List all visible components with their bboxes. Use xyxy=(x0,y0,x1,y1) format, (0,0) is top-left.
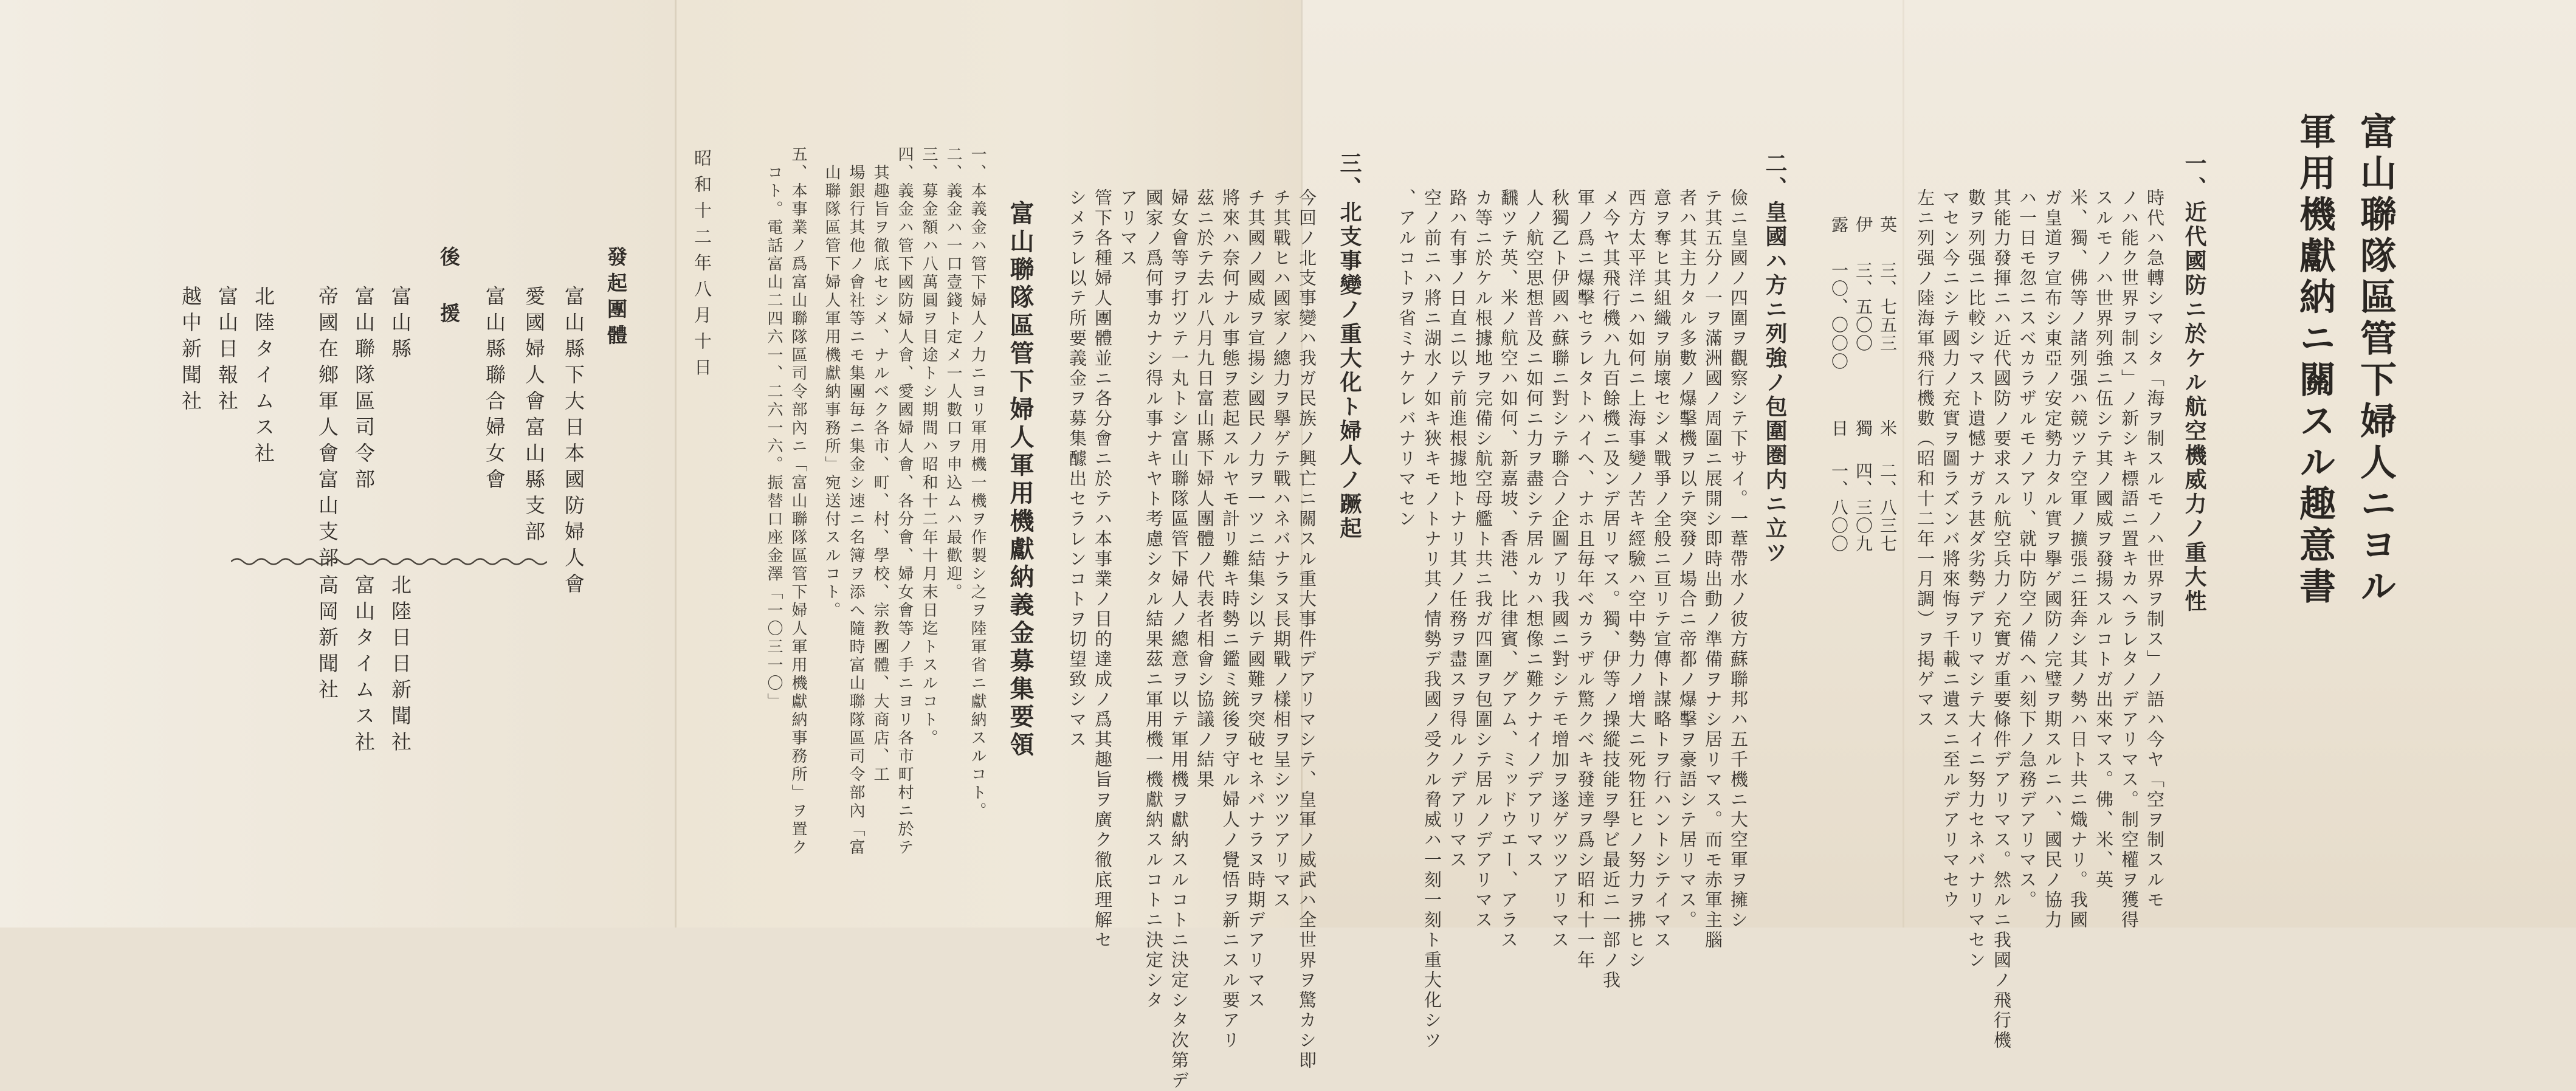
supporter-organization: 帝國在鄉軍人會富山支部 xyxy=(315,286,339,573)
section-2-line: 秋獨乙ト伊國ハ蘇聯ニ對シテ聯合ノ企圖アリ我國ニ對シテモ增加ヲ遂ゲツツアリマス xyxy=(1549,188,1570,951)
outline-item: 五、本事業ノ爲富山聯隊區司令部內ニ「富山聯隊區管下婦人軍用機獻納事務所」ヲ置ク xyxy=(789,146,807,857)
fold-line xyxy=(675,0,677,928)
outline-title: 富山聯隊區管下婦人軍用機獻納義金募集要領 xyxy=(1006,201,1035,760)
outline-item: 二、義金ハ一口壹錢ト定メ一人數口ヲ申込ムハ最歡迎。 xyxy=(944,146,962,602)
promoters-heading: 發起團體 xyxy=(604,246,628,351)
aircraft-count: 二、八三七 xyxy=(1878,462,1898,553)
wavy-divider-line xyxy=(231,556,547,567)
section-2-line: 者ハ其主力タル多數ノ爆擊機ヲ以テ突發ノ場合ニ帝都ノ爆擊ヲ豪語シテ居リマス。 xyxy=(1677,188,1698,931)
section-1-heading: 一、近代國防ニ於ケル航空機威力ノ重大性 xyxy=(2182,152,2207,614)
section-3-line: 今回ノ北支事變ハ我ガ民族ノ興亡ニ關スル重大事件デアリマシテ、皇軍ノ威武ハ全世界ヲ驚カシ即 xyxy=(1297,188,1317,1071)
outline-item: 四、義金ハ管下國防婦人會、愛國婦人會、各分會、婦女會等ノ手ニヨリ各市町村ニ於テ xyxy=(895,146,914,857)
section-3-line: 管下各種婦人團體並ニ各分會ニ於テハ本事業ノ目的達成ノ爲其趣旨ヲ廣ク徹底理解セ xyxy=(1092,188,1113,951)
section-3-line: 國家ノ爲何事カナシ得ル事ナキヤト考慮シタル結果茲ニ軍用機一機獻納スルコトニ決定シタ xyxy=(1143,188,1164,1011)
aircraft-country: 米 xyxy=(1878,419,1898,438)
section-1-line: 時代ハ急轉シマシタ「海ヲ制スルモノハ世界ヲ制ス」ノ語ハ今ヤ「空ヲ制スルモ xyxy=(2144,188,2165,910)
section-2-line: 人ノ航空思想普及ニ如何ニ力ヲ盡シテ居ルカハ想像ニ難クナイノデアリマス xyxy=(1524,188,1545,870)
supporter-organization: 北陸日日新聞社 xyxy=(388,574,412,757)
section-1-line: ノハ能ク世界ヲ制ス」ノ新シキ標語ニ置キカヘラレタノデアリマス。制空權ヲ獲得 xyxy=(2119,188,2140,931)
aircraft-country: 日 xyxy=(1829,419,1849,438)
aircraft-count: 一〇、〇〇〇 xyxy=(1829,261,1849,371)
section-3-heading: 三、北支事變ノ重大化ト婦人ノ蹶起 xyxy=(1337,152,1362,541)
section-1-line: スルモノハ世界列強ニ伍シテ其ノ國威ヲ發揚スルコトガ出來マス。佛、米、英 xyxy=(2093,188,2114,890)
aircraft-country: 伊 xyxy=(1853,216,1873,234)
section-2-line: 意ヲ奪ヒ其組織ヲ崩壞セシメ戰爭ノ全般ニ亘リテ宣傳ト謀略トヲ行ハントシテイマス xyxy=(1651,188,1672,951)
section-2-line: 飜ツテ英、米ノ航空ハ如何、新嘉坡、香港、比律賓、グアム、ミッドウエー、アラス xyxy=(1498,188,1519,951)
section-1-line: 左ニ列强ノ陸海軍飛行機數（昭和十二年一月調）ヲ掲ゲマス xyxy=(1915,188,1935,730)
section-3-line: 將來ハ奈何ナル事態ヲ惹起スルヤモ計リ難キ時勢ニ鑑ミ銃後ヲ守ル婦人ノ覺悟ヲ新ニスル要アリ xyxy=(1220,188,1241,1051)
aircraft-count: 四、三〇九 xyxy=(1853,462,1873,553)
section-2-line: 西方太平洋ニハ如何ニ上海事變ノ苦キ經驗ハ空中勢力ノ增大ニ死物狂ヒノ努力ヲ拂ヒシ xyxy=(1626,188,1647,971)
section-1-line: マセン今ニシテ國力ノ充實ヲ圖ラズンバ將來悔ヲ千載ニ遺スニ至ルデアリマセウ xyxy=(1940,188,1961,910)
document-title-line-2: 軍用機獻納ニ關スル趣意書 xyxy=(2293,112,2336,608)
outline-item: コト。電話富山二四六一、二六一六。振替口座金澤「一〇三一〇」 xyxy=(765,146,783,711)
outline-item: 一、本義金ハ管下婦人ノ力ニヨリ軍用機一機ヲ作製シ之ヲ陸軍省ニ獻納スルコト。 xyxy=(968,146,987,821)
outline-item: 三、募金額ハ八萬圓ヲ目途トシ期間ハ昭和十二年十月末日迄トスルコト。 xyxy=(920,146,938,748)
aircraft-country: 獨 xyxy=(1853,419,1873,438)
section-3-line: シメラレ以テ所要義金ヲ募集醵出セラレンコトヲ切望致シマス xyxy=(1067,188,1087,750)
aircraft-count: 三、七五三 xyxy=(1878,261,1898,353)
section-3-line: チ其戰ヒハ國家ノ總力ヲ擧ゲテ戰ハネバナラヌ長期戰ノ樣相ヲ呈シツツアリマス xyxy=(1271,188,1292,910)
section-3-line: アリマス xyxy=(1118,188,1138,269)
document-title-line-1: 富山聯隊區管下婦人ニヨル xyxy=(2354,112,2397,608)
section-2-line: カ等ニ於ケル根據地ヲ完備シ航空母艦ト共ニ我ガ四圍ヲ包圍シテ居ルノデアリマス xyxy=(1473,188,1493,931)
section-2-line: 、アルコトヲ省ミナケレバナリマセン xyxy=(1396,188,1417,529)
section-1-line: 米、獨、佛等ノ諸列强ハ競ツテ空軍ノ擴張ニ狂奔シ其ノ勢ハ日ト共ニ熾ナリ。我國 xyxy=(2068,188,2089,931)
section-2-line: 空ノ前ニハ將ニ湖水ノ如キ狹キモノトナリ其ノ情勢デ我國ノ受クル脅威ハ一刻一刻ト重大化シツ xyxy=(1422,188,1442,1051)
outline-item: 山聯隊區管下婦人軍用機獻納事務所」宛送付スルコト。 xyxy=(822,146,841,620)
supporter-organization: 富山タイムス社 xyxy=(352,574,376,757)
document-date: 昭和十二年八月十日 xyxy=(692,149,712,384)
supporters-heading: 後援 xyxy=(437,246,461,359)
section-2-heading: 二、皇國ハ方ニ列強ノ包圍圏内ニ立ツ xyxy=(1762,152,1788,565)
section-2-line: 儉ニ皇國ノ四圍ヲ觀察シテ下サイ。一葦帶水ノ彼方蘇聯邦ハ五千機ニ大空軍ヲ擁シ xyxy=(1728,188,1749,931)
supporter-organization: 富山聯隊區司令部 xyxy=(352,286,376,495)
outline-item: 其趣旨ヲ徹底セシメ、ナルベク各市、町、村、學校、宗教團體、大商店、工 xyxy=(871,146,889,784)
aircraft-count: 三、五〇〇 xyxy=(1853,261,1873,353)
promoter-organization: 愛國婦人會富山縣支部 xyxy=(522,286,546,547)
aircraft-count: 一、八〇〇 xyxy=(1829,462,1849,553)
supporter-organization: 高岡新聞社 xyxy=(315,574,339,705)
section-3-line: 婦女會等ヲ打ツテ一丸トシ富山聯隊區管下婦人ノ總意ヲ以テ軍用機ヲ獻納スルコトニ決定シタ次第デ xyxy=(1169,188,1190,1091)
section-3-line: チ其國ノ國威ヲ宣揚シ國民ノ力ヲ一ツニ結集シ以テ國難ヲ突破セネバナラヌ時期デアリマス xyxy=(1245,188,1266,1011)
section-2-line: 軍ノ爲ニ爆擊セラレタトハイヘ、ナホ且毎年ベカラザル驚クベキ發達ヲ爲シ昭和十一年 xyxy=(1575,188,1596,971)
aircraft-country: 露 xyxy=(1829,216,1849,234)
section-1-line: 數ヲ列强ニ比較シマスト遺憾ナガラ甚ダ劣勢デアリマシテ大イニ努力セネバナリマセン xyxy=(1966,188,1986,971)
supporter-organization: 北陸タイムス社 xyxy=(252,286,275,469)
supporter-organization: 富山日報社 xyxy=(215,286,239,416)
section-3-line: 茲ニ於テ去ル八月九日富山縣下婦人團體ノ代表者相會シ協議ノ結果 xyxy=(1194,188,1215,790)
outline-item: 場銀行其他ノ會社等ニモ集團毎ニ集金シ速ニ名簿ヲ添ヘ隨時富山聯隊區司令部內「富 xyxy=(847,146,865,857)
aircraft-country: 英 xyxy=(1878,216,1898,234)
section-1-line: ガ皇道ヲ宣布シ東亞ノ安定勢力タル實ヲ擧ゲ國防ノ完璧ヲ期スルニハ、國民ノ協力 xyxy=(2042,188,2063,931)
section-2-line: 路ハ有事ノ日直ニ以テ前進根據地トナリ其ノ任務ヲ盡スヲ得ルノデアリマス xyxy=(1447,188,1468,870)
section-1-line: ハ一日モ忽ニスベカラザルモノアリ、就中防空ノ備ヘハ刻下ノ急務デアリマス。 xyxy=(2017,188,2037,910)
supporter-organization: 越中新聞社 xyxy=(179,286,202,416)
fold-line xyxy=(1903,0,1904,928)
section-1-line: 其能力發揮ニハ近代國防ノ要求スル航空兵力ノ充實ガ重要條件デアリマス。然ルニ我國ノ飛行機 xyxy=(1991,188,2012,1051)
section-2-line: テ其五分ノ一ヲ滿洲國ノ周圍ニ展開シ即時出動ノ準備ヲナシ居リマス。而モ赤軍主腦 xyxy=(1703,188,1723,951)
promoter-organization: 富山縣聯合婦女會 xyxy=(483,286,506,495)
section-2-line: メ今ヤ其飛行機ハ九百餘機ニ及ンデ居リマス。獨、伊等ノ操縱技能ヲ學ビ最近ニ一部ノ我 xyxy=(1600,188,1621,991)
supporter-organization: 富山縣 xyxy=(388,286,412,364)
promoter-organization: 富山縣下大日本國防婦人會 xyxy=(562,286,585,599)
